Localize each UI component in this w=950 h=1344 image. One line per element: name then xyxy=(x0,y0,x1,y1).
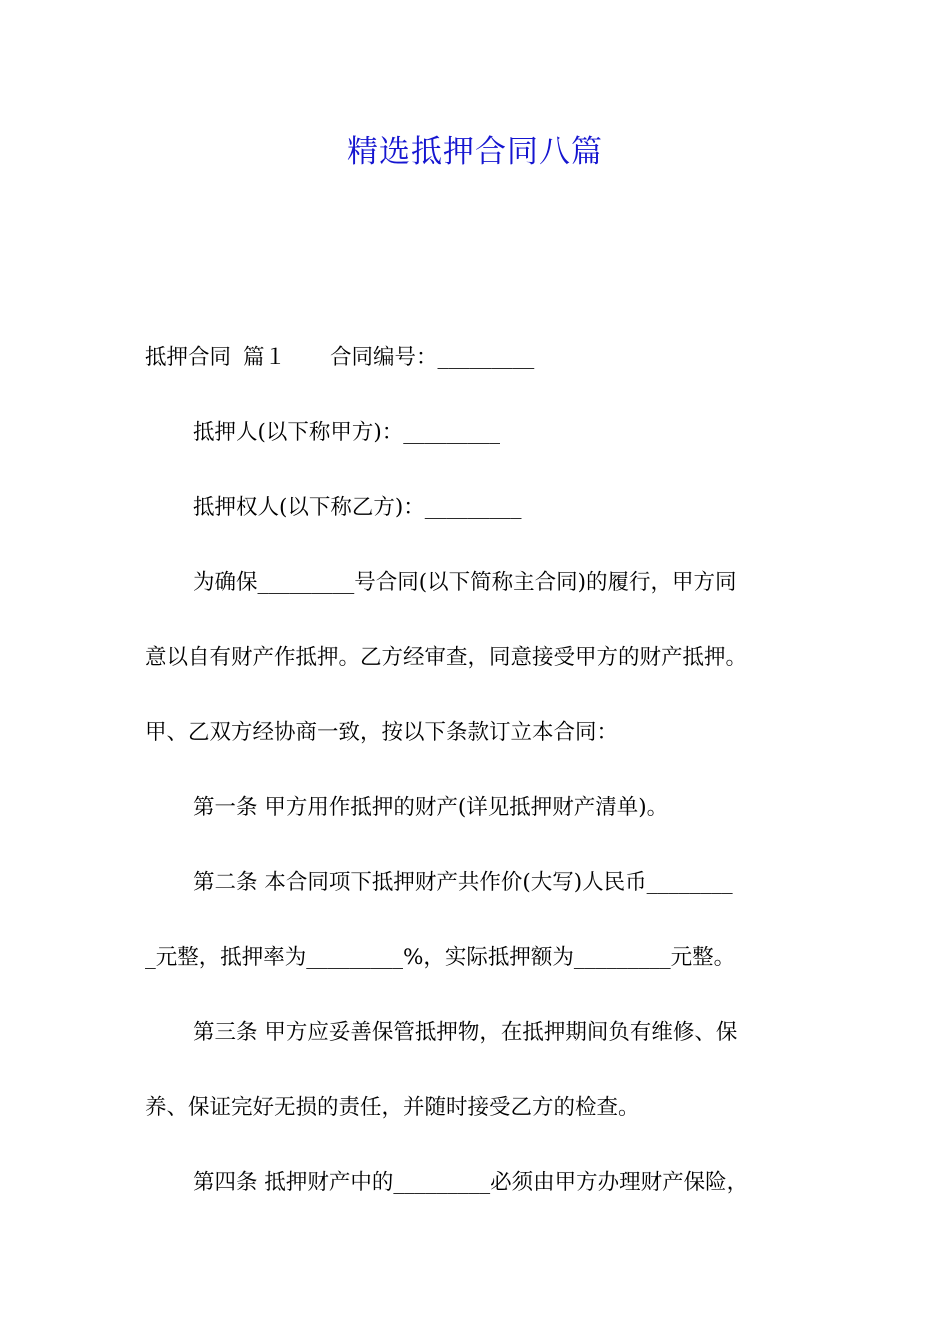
article-2-continuation-line: _元整，抵押率为_________%，实际抵押额为_________元整。 xyxy=(145,945,736,970)
article-3-continuation-line: 养、保证完好无损的责任，并随时接受乙方的检查。 xyxy=(145,1095,640,1120)
article-3-line: 第三条 甲方应妥善保管抵押物，在抵押期间负有维修、保 xyxy=(193,1020,738,1045)
paragraph-line: 意以自有财产作抵押。乙方经审查，同意接受甲方的财产抵押。 xyxy=(145,645,748,670)
document-title: 精选抵押合同八篇 xyxy=(347,134,603,170)
contract-number-field: 合同编号：_________ xyxy=(330,345,535,370)
contract-header-line xyxy=(145,340,534,376)
mortgagor-line: 抵押人(以下称甲方)：_________ xyxy=(193,420,501,445)
section-number: 篇１ xyxy=(243,345,287,370)
section-label: 抵押合同 xyxy=(145,345,232,370)
paragraph-line: 甲、乙双方经协商一致，按以下条款订立本合同： xyxy=(145,720,619,745)
article-1-line: 第一条 甲方用作抵押的财产(详见抵押财产清单)。 xyxy=(193,795,669,820)
article-4-line: 第四条 抵押财产中的_________必须由甲方办理财产保险， xyxy=(193,1170,749,1195)
article-2-line: 第二条 本合同项下抵押财产共作价(大写)人民币________ xyxy=(193,870,733,895)
mortgagee-line: 抵押权人(以下称乙方)：_________ xyxy=(193,495,522,520)
paragraph-line: 为确保_________号合同(以下简称主合同)的履行，甲方同 xyxy=(193,570,737,595)
